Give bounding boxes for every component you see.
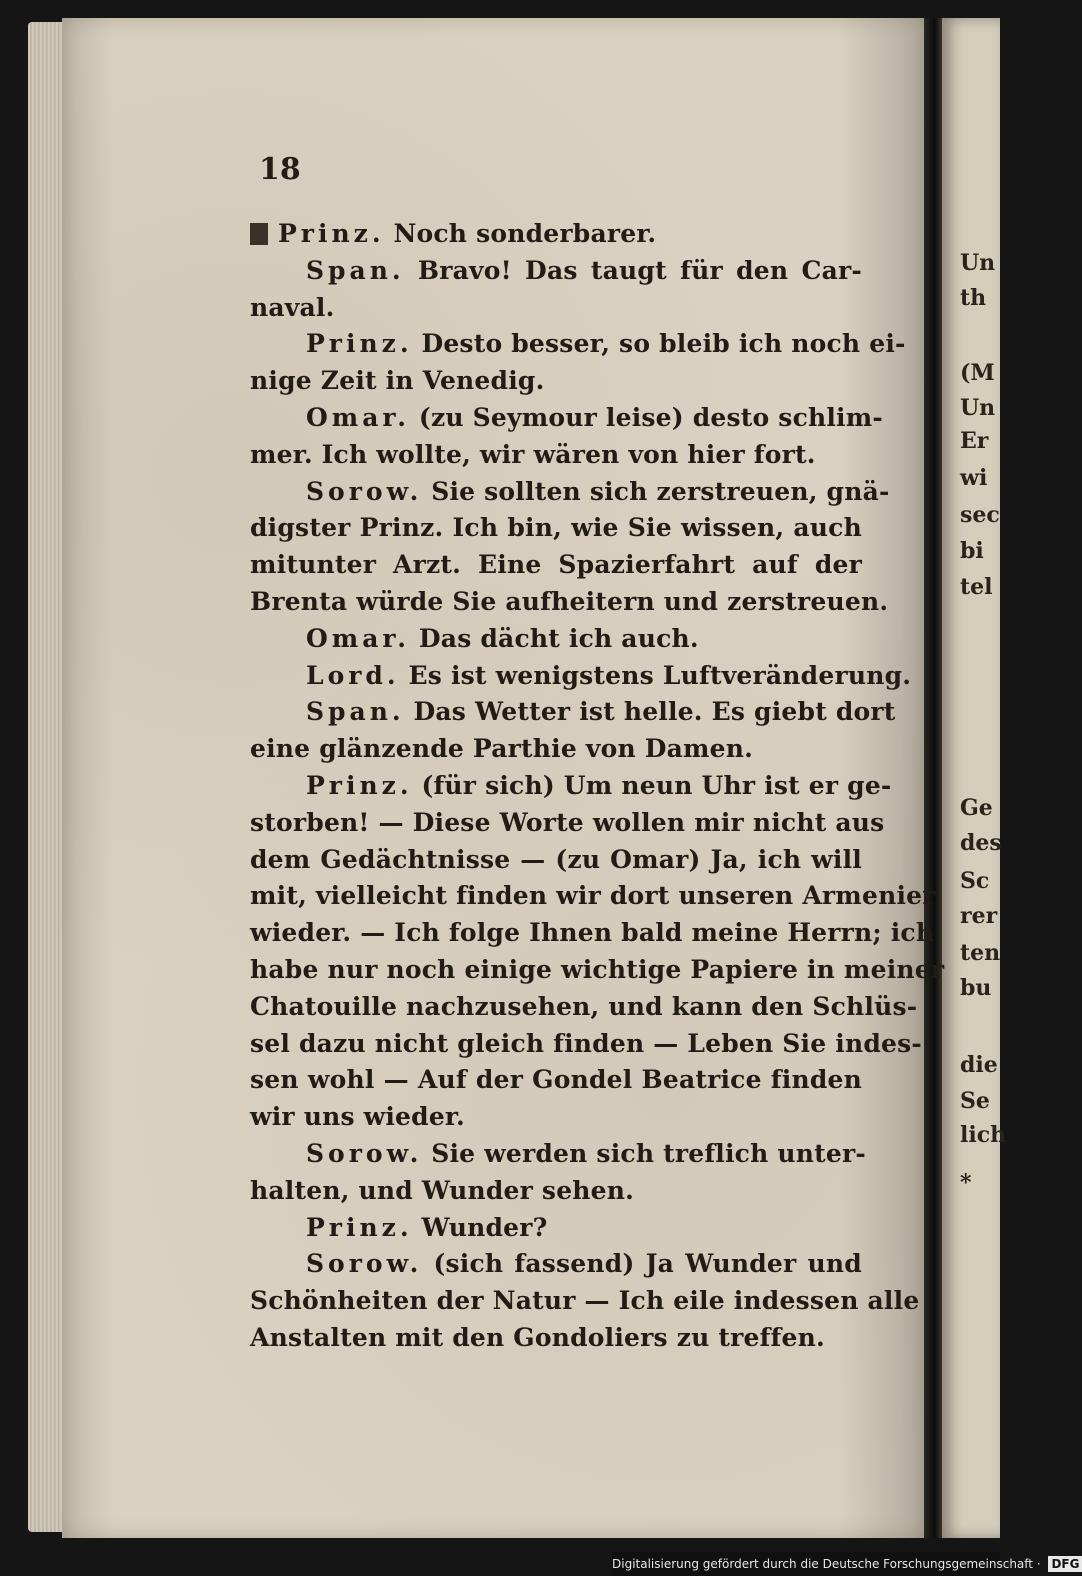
text-line bbox=[250, 363, 862, 400]
speaker-name: Omar. bbox=[306, 402, 411, 432]
line-text: (sich fassend) Ja Wunder und bbox=[422, 1249, 862, 1279]
dfg-logo: DFG bbox=[1048, 1556, 1082, 1572]
digitization-footer bbox=[612, 1552, 1080, 1576]
text-line bbox=[250, 952, 945, 989]
line-text: Sie sollten sich zerstreuen, gnä- bbox=[422, 476, 890, 506]
line-text: mitunter Arzt. Eine Spazierfahrt auf der bbox=[250, 550, 862, 580]
text-line bbox=[250, 326, 906, 363]
text-line bbox=[250, 915, 935, 952]
text-line bbox=[250, 1246, 862, 1283]
line-text: Das dächt ich auch. bbox=[410, 623, 699, 653]
line-text: Chatouille nachzusehen, und kann den Schlüs- bbox=[250, 991, 918, 1021]
text-line bbox=[250, 805, 885, 842]
line-text: Noch sonderbarer. bbox=[384, 219, 657, 248]
text-line bbox=[250, 474, 890, 511]
text-line bbox=[250, 1210, 862, 1247]
line-text: Wunder? bbox=[412, 1212, 548, 1242]
text-line bbox=[250, 1099, 862, 1136]
facing-page-text: bi bbox=[960, 538, 984, 564]
line-text: Es ist wenigstens Luftveränderung. bbox=[399, 660, 912, 690]
line-text: sel dazu nicht gleich finden — Leben Sie indes- bbox=[250, 1028, 922, 1058]
footer-text: Digitalisierung gefördert durch die Deutsche Forschungsgemeinschaft · bbox=[612, 1557, 1041, 1571]
facing-page-text: Se bbox=[960, 1088, 990, 1114]
speaker-name: Lord. bbox=[306, 660, 400, 690]
line-text: wir uns wieder. bbox=[250, 1102, 465, 1132]
speaker-name: Prinz. bbox=[306, 770, 413, 800]
facing-page-text: Er bbox=[960, 428, 989, 454]
line-text: eine glänzende Parthie von Damen. bbox=[250, 734, 754, 764]
text-line bbox=[250, 584, 889, 621]
speaker-name: Span. bbox=[306, 697, 405, 727]
facing-page-text: ten bbox=[960, 940, 1001, 966]
speaker-name: Prinz. bbox=[306, 1212, 413, 1242]
facing-page-fragment bbox=[942, 18, 1007, 1538]
ink-mark-icon bbox=[250, 223, 268, 245]
text-line bbox=[250, 1062, 862, 1099]
speaker-name: Omar. bbox=[306, 623, 411, 653]
text-line bbox=[250, 731, 862, 768]
line-text: Bravo! Das taugt für den Car- bbox=[404, 255, 862, 285]
line-text: Desto besser, so bleib ich noch ei- bbox=[412, 329, 906, 359]
line-text: (zu Seymour leise) desto schlim- bbox=[410, 402, 883, 432]
line-text: mer. Ich wollte, wir wären von hier fort. bbox=[250, 439, 816, 469]
facing-page-text: Un bbox=[960, 395, 996, 421]
facing-page-text: (M bbox=[960, 360, 995, 386]
text-line bbox=[250, 658, 912, 695]
text-line bbox=[250, 253, 862, 290]
facing-page-text: Sc bbox=[960, 868, 990, 894]
line-text: wieder. — Ich folge Ihnen bald meine Herrn; ich bbox=[250, 918, 935, 948]
text-line bbox=[250, 290, 862, 327]
text-line bbox=[250, 547, 862, 584]
line-text: Das Wetter ist helle. Es giebt dort bbox=[404, 697, 896, 727]
line-text: Anstalten mit den Gondoliers zu treffen. bbox=[250, 1322, 825, 1352]
facing-page-text: die bbox=[960, 1052, 998, 1078]
line-text: (für sich) Um neun Uhr ist er ge- bbox=[412, 770, 892, 800]
facing-page-text: th bbox=[960, 285, 987, 311]
text-line bbox=[250, 694, 896, 731]
facing-page-text: lich bbox=[960, 1122, 1007, 1148]
facing-page-text: Un bbox=[960, 250, 996, 276]
facing-page-text: * bbox=[960, 1170, 972, 1196]
line-text: sen wohl — Auf der Gondel Beatrice finden bbox=[250, 1065, 862, 1095]
facing-page-text: des bbox=[960, 830, 1002, 856]
text-line bbox=[250, 1283, 920, 1320]
text-line bbox=[250, 1136, 866, 1173]
facing-page-text: wi bbox=[960, 465, 988, 491]
text-line bbox=[250, 878, 936, 915]
line-text: halten, und Wunder sehen. bbox=[250, 1175, 635, 1205]
line-text: nige Zeit in Venedig. bbox=[250, 366, 545, 396]
text-line bbox=[250, 1173, 862, 1210]
line-text: habe nur noch einige wichtige Papiere in meiner bbox=[250, 954, 945, 984]
line-text: storben! — Diese Worte wollen mir nicht aus bbox=[250, 807, 885, 837]
speaker-name: Prinz. bbox=[306, 329, 413, 359]
speaker-name: Span. bbox=[306, 255, 405, 285]
text-line bbox=[250, 216, 862, 253]
speaker-name: Prinz. bbox=[278, 219, 385, 248]
text-line bbox=[250, 1320, 862, 1357]
facing-page-text: bu bbox=[960, 975, 992, 1001]
facing-page-text: Ge bbox=[960, 795, 993, 821]
book-gutter bbox=[924, 18, 942, 1538]
line-text: naval. bbox=[250, 292, 335, 322]
speaker-name: Sorow. bbox=[306, 476, 423, 506]
line-text: digster Prinz. Ich bin, wie Sie wissen, auch bbox=[250, 513, 862, 543]
line-text: Brenta würde Sie aufheitern und zerstreuen. bbox=[250, 586, 889, 616]
text-line bbox=[250, 989, 918, 1026]
text-line bbox=[250, 400, 883, 437]
line-text: mit, vielleicht finden wir dort unseren Armenier bbox=[250, 881, 936, 911]
facing-page-text: sec bbox=[960, 502, 1000, 528]
text-line bbox=[250, 768, 892, 805]
text-line bbox=[250, 510, 862, 547]
page-text bbox=[250, 216, 945, 1357]
facing-page-text: tel bbox=[960, 574, 993, 600]
text-line bbox=[250, 437, 862, 474]
speaker-name: Sorow. bbox=[306, 1249, 423, 1279]
line-text: Schönheiten der Natur — Ich eile indessen alle bbox=[250, 1286, 920, 1316]
line-text: Sie werden sich treflich unter- bbox=[422, 1138, 866, 1168]
page-number: 18 bbox=[259, 152, 301, 187]
facing-page-text: rer bbox=[960, 903, 998, 929]
speaker-name: Sorow. bbox=[306, 1138, 423, 1168]
text-line bbox=[250, 842, 862, 879]
text-line bbox=[250, 1026, 922, 1063]
text-line bbox=[250, 621, 862, 658]
line-text: dem Gedächtnisse — (zu Omar) Ja, ich will bbox=[250, 844, 862, 874]
